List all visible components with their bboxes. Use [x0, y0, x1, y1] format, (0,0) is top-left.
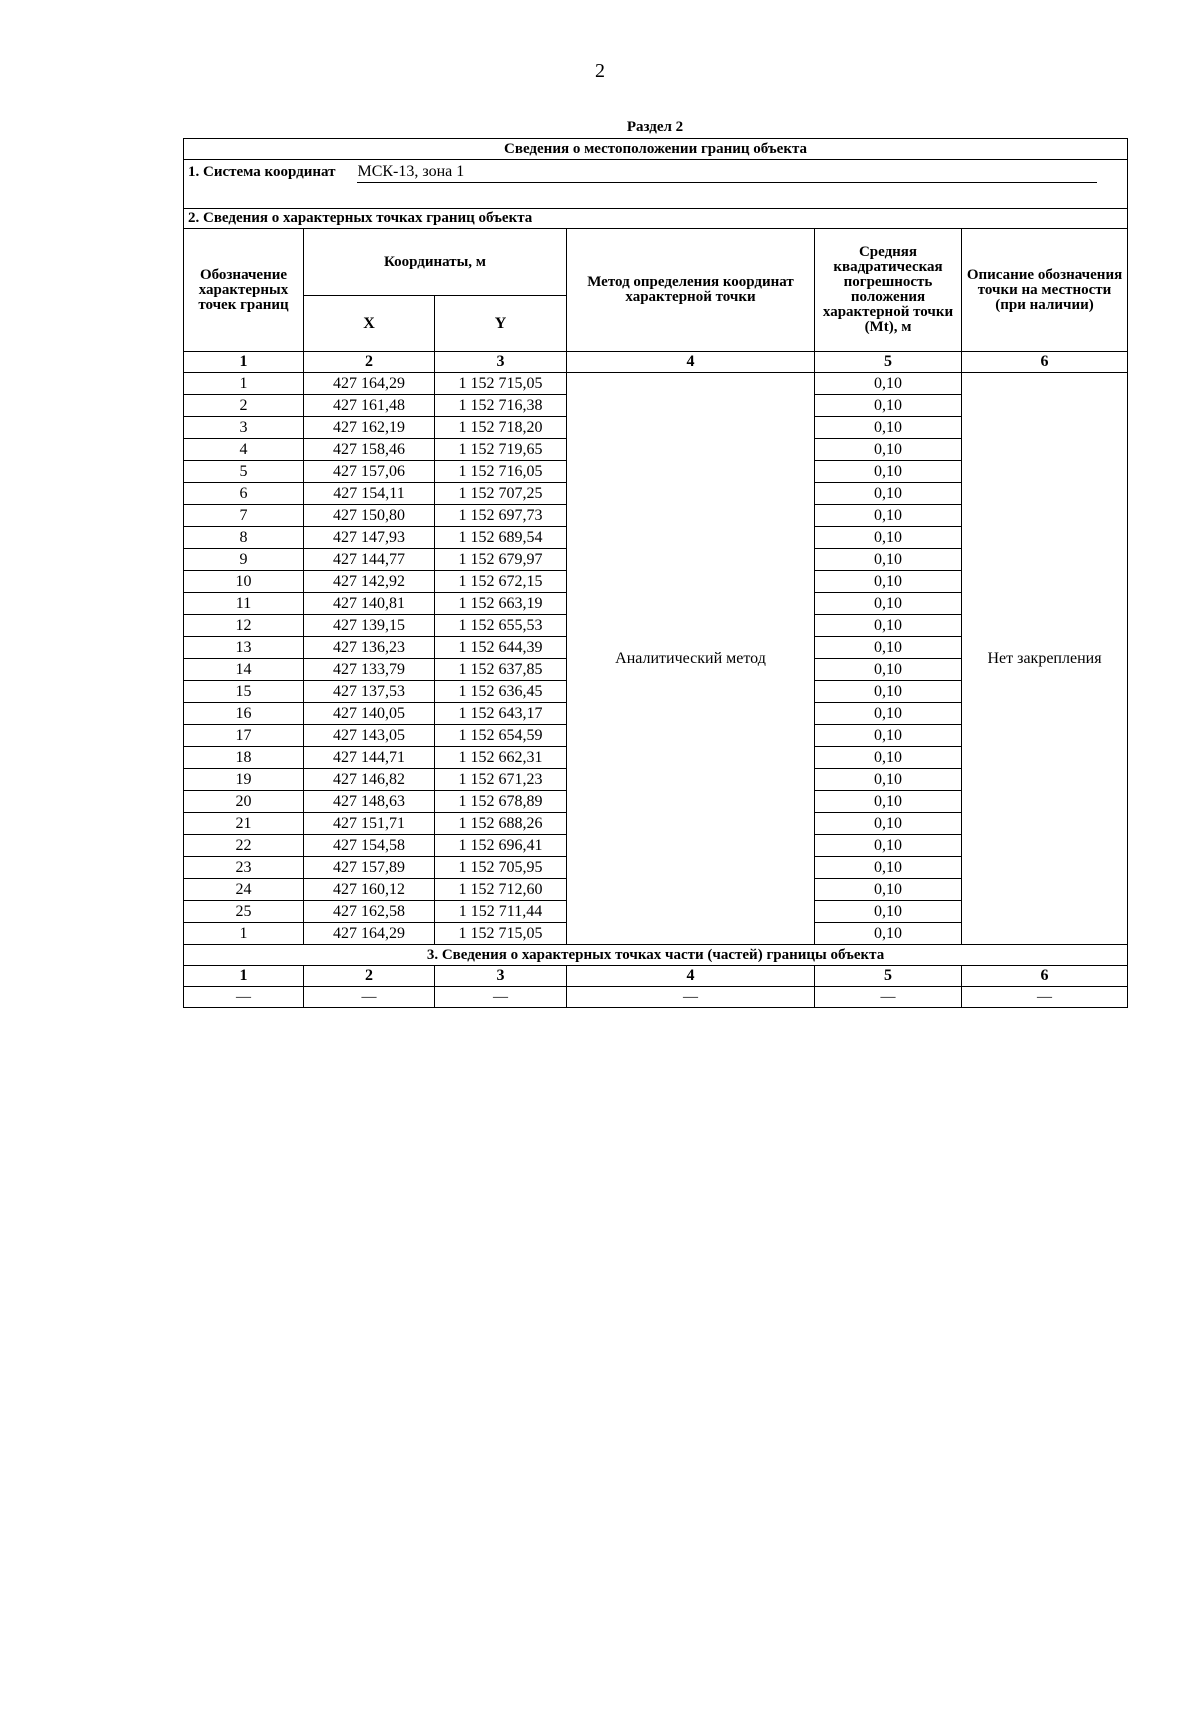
point-number: 15	[184, 681, 304, 703]
point-y: 1 152 679,97	[435, 549, 567, 571]
point-y: 1 152 637,85	[435, 659, 567, 681]
column-number: 4	[567, 966, 815, 987]
point-number: 1	[184, 923, 304, 945]
point-y: 1 152 662,31	[435, 747, 567, 769]
point-x: 427 157,06	[304, 461, 435, 483]
point-error: 0,10	[815, 373, 962, 395]
point-number: 16	[184, 703, 304, 725]
point-error: 0,10	[815, 461, 962, 483]
point-number: 25	[184, 901, 304, 923]
point-x: 427 150,80	[304, 505, 435, 527]
table-row	[184, 373, 1128, 395]
column-number: 2	[304, 966, 435, 987]
point-error: 0,10	[815, 659, 962, 681]
table-title: Сведения о местоположении границ объекта	[184, 139, 1128, 160]
point-number: 12	[184, 615, 304, 637]
point-x: 427 162,19	[304, 417, 435, 439]
coordinate-system-row	[184, 160, 1128, 209]
header-method: Метод определения координат характерной точки	[567, 229, 815, 352]
point-number: 17	[184, 725, 304, 747]
point-number: 24	[184, 879, 304, 901]
point-error: 0,10	[815, 637, 962, 659]
point-y: 1 152 716,38	[435, 395, 567, 417]
method-cell: Аналитический метод	[567, 373, 815, 945]
point-error: 0,10	[815, 417, 962, 439]
column-number: 3	[435, 966, 567, 987]
header-error: Средняя квадратическая погрешность положения характерной точки (Mt), м	[815, 229, 962, 352]
point-y: 1 152 636,45	[435, 681, 567, 703]
point-number: 22	[184, 835, 304, 857]
point-x: 427 164,29	[304, 373, 435, 395]
coordinate-system-value: МСК-13, зона 1	[357, 164, 1097, 183]
point-y: 1 152 707,25	[435, 483, 567, 505]
column-number: 4	[567, 352, 815, 373]
point-x: 427 137,53	[304, 681, 435, 703]
point-x: 427 144,77	[304, 549, 435, 571]
point-y: 1 152 672,15	[435, 571, 567, 593]
point-y: 1 152 688,26	[435, 813, 567, 835]
point-y: 1 152 663,19	[435, 593, 567, 615]
empty-value: —	[815, 987, 962, 1008]
point-error: 0,10	[815, 681, 962, 703]
point-number: 19	[184, 769, 304, 791]
point-number: 18	[184, 747, 304, 769]
point-y: 1 152 678,89	[435, 791, 567, 813]
point-x: 427 162,58	[304, 901, 435, 923]
point-number: 10	[184, 571, 304, 593]
empty-value: —	[962, 987, 1128, 1008]
column-number: 3	[435, 352, 567, 373]
header-description: Описание обозначения точки на местности (при наличии)	[962, 229, 1128, 352]
section-title: Раздел 2	[626, 119, 684, 135]
column-number: 6	[962, 352, 1128, 373]
point-number: 4	[184, 439, 304, 461]
column-number: 1	[184, 352, 304, 373]
point-error: 0,10	[815, 571, 962, 593]
column-number: 5	[815, 966, 962, 987]
point-y: 1 152 654,59	[435, 725, 567, 747]
point-error: 0,10	[815, 483, 962, 505]
point-x: 427 154,58	[304, 835, 435, 857]
point-number: 20	[184, 791, 304, 813]
point-x: 427 140,05	[304, 703, 435, 725]
point-x: 427 146,82	[304, 769, 435, 791]
point-x: 427 143,05	[304, 725, 435, 747]
point-number: 23	[184, 857, 304, 879]
point-x: 427 139,15	[304, 615, 435, 637]
section2-title: 2. Сведения о характерных точках границ объекта	[188, 210, 533, 226]
column-number: 6	[962, 966, 1128, 987]
column-number: 2	[304, 352, 435, 373]
point-number: 7	[184, 505, 304, 527]
empty-value: —	[184, 987, 304, 1008]
column-number: 5	[815, 352, 962, 373]
point-x: 427 151,71	[304, 813, 435, 835]
point-error: 0,10	[815, 923, 962, 945]
point-x: 427 148,63	[304, 791, 435, 813]
coordinate-system-label: 1. Система координат	[188, 164, 336, 180]
column-number: 1	[184, 966, 304, 987]
point-number: 21	[184, 813, 304, 835]
point-y: 1 152 719,65	[435, 439, 567, 461]
point-error: 0,10	[815, 835, 962, 857]
point-y: 1 152 711,44	[435, 901, 567, 923]
point-error: 0,10	[815, 593, 962, 615]
point-number: 1	[184, 373, 304, 395]
point-x: 427 133,79	[304, 659, 435, 681]
point-y: 1 152 705,95	[435, 857, 567, 879]
point-number: 8	[184, 527, 304, 549]
section2-title-cell	[184, 209, 1128, 229]
section3-empty-row	[184, 987, 1128, 1008]
point-error: 0,10	[815, 791, 962, 813]
header-point-designation: Обозначение характерных точек границ	[184, 229, 304, 352]
point-x: 427 140,81	[304, 593, 435, 615]
point-y: 1 152 671,23	[435, 769, 567, 791]
point-number: 14	[184, 659, 304, 681]
point-error: 0,10	[815, 725, 962, 747]
point-number: 13	[184, 637, 304, 659]
point-x: 427 142,92	[304, 571, 435, 593]
header-x: X	[304, 296, 435, 352]
empty-value: —	[435, 987, 567, 1008]
point-error: 0,10	[815, 813, 962, 835]
point-error: 0,10	[815, 901, 962, 923]
empty-value: —	[567, 987, 815, 1008]
point-error: 0,10	[815, 769, 962, 791]
header-y: Y	[435, 296, 567, 352]
point-x: 427 160,12	[304, 879, 435, 901]
point-y: 1 152 718,20	[435, 417, 567, 439]
page-number: 2	[595, 60, 605, 82]
point-error: 0,10	[815, 549, 962, 571]
point-number: 9	[184, 549, 304, 571]
point-y: 1 152 689,54	[435, 527, 567, 549]
point-x: 427 164,29	[304, 923, 435, 945]
point-number: 3	[184, 417, 304, 439]
point-y: 1 152 712,60	[435, 879, 567, 901]
point-error: 0,10	[815, 527, 962, 549]
point-y: 1 152 643,17	[435, 703, 567, 725]
point-error: 0,10	[815, 505, 962, 527]
point-error: 0,10	[815, 857, 962, 879]
point-y: 1 152 716,05	[435, 461, 567, 483]
point-number: 2	[184, 395, 304, 417]
point-error: 0,10	[815, 879, 962, 901]
point-error: 0,10	[815, 439, 962, 461]
point-x: 427 161,48	[304, 395, 435, 417]
point-error: 0,10	[815, 395, 962, 417]
point-error: 0,10	[815, 703, 962, 725]
point-x: 427 147,93	[304, 527, 435, 549]
point-y: 1 152 697,73	[435, 505, 567, 527]
section3-title: 3. Сведения о характерных точках части (частей) границы объекта	[184, 945, 1128, 966]
point-x: 427 136,23	[304, 637, 435, 659]
point-x: 427 157,89	[304, 857, 435, 879]
point-x: 427 154,11	[304, 483, 435, 505]
point-number: 11	[184, 593, 304, 615]
empty-value: —	[304, 987, 435, 1008]
point-error: 0,10	[815, 747, 962, 769]
header-coordinates: Координаты, м	[304, 229, 567, 296]
point-y: 1 152 715,05	[435, 923, 567, 945]
column-number-row	[184, 352, 1128, 373]
section3-column-number-row	[184, 966, 1128, 987]
boundary-table	[183, 138, 1128, 1008]
point-y: 1 152 644,39	[435, 637, 567, 659]
point-number: 6	[184, 483, 304, 505]
point-y: 1 152 696,41	[435, 835, 567, 857]
point-error: 0,10	[815, 615, 962, 637]
point-x: 427 144,71	[304, 747, 435, 769]
point-y: 1 152 655,53	[435, 615, 567, 637]
point-x: 427 158,46	[304, 439, 435, 461]
point-y: 1 152 715,05	[435, 373, 567, 395]
description-cell: Нет закрепления	[962, 373, 1128, 945]
point-number: 5	[184, 461, 304, 483]
